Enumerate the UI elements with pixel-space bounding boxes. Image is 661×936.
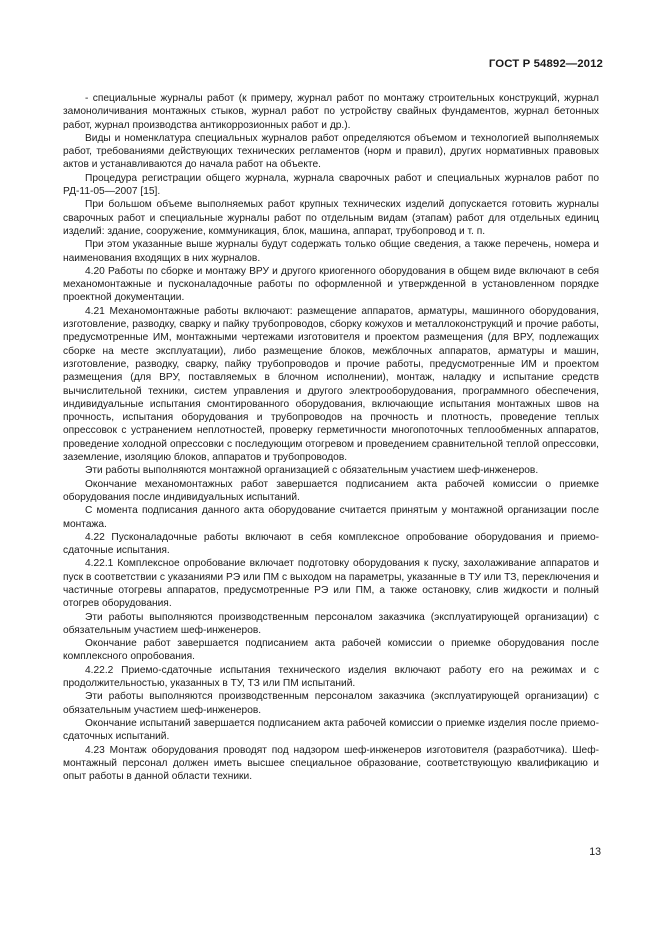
paragraph-list-item-special-journals: - специальные журналы работ (к примеру, журнал работ по монтажу строительных конструкций, журнал замоноличивания монтажных стыков, журнал работ по устройству свайных фундаментов, журнал бетонных работ, журнал производства антикоррозионных работ и др.). — [63, 93, 599, 131]
paragraph: Окончание механомонтажных работ завершается подписанием акта рабочей комиссии о приемке оборудования после индивидуальных испытаний. — [63, 478, 599, 503]
paragraph: Окончание работ завершается подписанием акта рабочей комиссии о приемке оборудования после комплексного опробования. — [63, 638, 599, 663]
paragraph: При большом объеме выполняемых работ крупных технических изделий допускается готовить журналы сварочных работ и специальные журналы работ по отдельным видам (этапам) работ для отдельных единиц изделий: здание, сооружение, коммуникация, блок, машина, аппарат, трубопровод и т. п. — [63, 199, 599, 237]
paragraph: Виды и номенклатура специальных журналов работ определяются объемом и технологией выполняемых работ, требованиями действующих технических регламентов (норм и правил), других нормативных правовых актов и устанавливаются до начала работ на объекте. — [63, 132, 599, 171]
paragraph-clause-4-22: 4.22 Пусконаладочные работы включают в себя комплексное опробование оборудования и приемо-сдаточные испытания. — [63, 531, 599, 557]
paragraph-clause-4-20: 4.20 Работы по сборке и монтажу ВРУ и другого криогенного оборудования в общем виде включают в себя механомонтажные и пусконаладочные работы по оформленной и утвержденной в установленном порядке проектной документации. — [63, 265, 599, 304]
paragraph: С момента подписания данного акта оборудование считается принятым у монтажной организации после монтажа. — [63, 505, 599, 530]
paragraph-clause-4-23: 4.23 Монтаж оборудования проводят под надзором шеф-инженеров изготовителя (разработчика). Шеф-монтажный персонал должен иметь высшее специальное образование, соответствующую квалификацию и опыт работы в данной области техники. — [63, 744, 599, 783]
paragraph: Эти работы выполняются производственным персоналом заказчика (эксплуатирующей организации) с обязательным участием шеф-инженеров. — [63, 691, 599, 716]
paragraph: Процедура регистрации общего журнала, журнала сварочных работ и специальных журналов работ по РД-11-05—2007 [15]. — [63, 172, 599, 198]
paragraph-clause-4-22-2: 4.22.2 Приемо-сдаточные испытания технического изделия включают работу его на режимах и с продолжительностью, указанных в ТУ, ТЗ или ПМ испытаний. — [63, 664, 599, 690]
paragraph: При этом указанные выше журналы будут содержать только общие сведения, а также перечень, номера и наименования входящих в них журналов. — [63, 239, 599, 264]
document-body — [63, 92, 599, 783]
document-code: ГОСТ Р 54892—2012 — [488, 58, 603, 70]
paragraph: Эти работы выполняются производственным персоналом заказчика (эксплуатирующей организации) с обязательным участием шеф-инженеров. — [63, 611, 599, 636]
paragraph: Окончание испытаний завершается подписанием акта рабочей комиссии о приемке изделия после приемо-сдаточных испытаний. — [63, 717, 599, 743]
page-number: 13 — [589, 846, 601, 858]
paragraph-clause-4-21: 4.21 Механомонтажные работы включают: размещение аппаратов, арматуры, машинного оборудования, изготовление, разводку, сварку и пайку трубопроводов, сборку кожухов и металлоконструкций и прочие работы, предусмотренные ИМ, монтажными чертежами изготовителя и проектом размещения (для ВРУ, подлежащих сборке на месте эксплуатации), либо размещение блоков, межблочных аппаратов, арматуры и машин, изготовление, разводку, сварку, пайку трубопроводов и прочие работы, предусмотренные ИМ и проектом размещения (для ВРУ, поставляемых в блочном исполнении), монтаж, наладку и испытание средств вычислительной техники, систем управления и другого электрооборудования, программного обеспечения, индивидуальные испытания смонтированного оборудования, включающие испытания монтажных швов на прочность, испытания оборудования и трубопроводов на прочность и плотность, проведение теплых опрессовок с устранением неплотностей, проверку герметичности многопоточных теплообменных аппаратов, проведение холодной опрессовки с последующим отогревом и проведением сравнительной теплой опрессовки, заземление, изоляцию блоков, аппаратов и трубопроводов. — [63, 305, 599, 464]
paragraph: Эти работы выполняются монтажной организацией с обязательным участием шеф-инженеров. — [85, 465, 539, 477]
paragraph-clause-4-22-1: 4.22.1 Комплексное опробование включает подготовку оборудования к пуску, захолаживание аппаратов и пуск в соответствии с указаниями РЭ или ПМ с выходом на параметры, указанные в ТУ или ТЗ, переключения и частичные отогревы аппаратов, предусмотренные РЭ или ПМ, а также остановку, слив жидкости и полный отогрев оборудования. — [63, 558, 599, 610]
